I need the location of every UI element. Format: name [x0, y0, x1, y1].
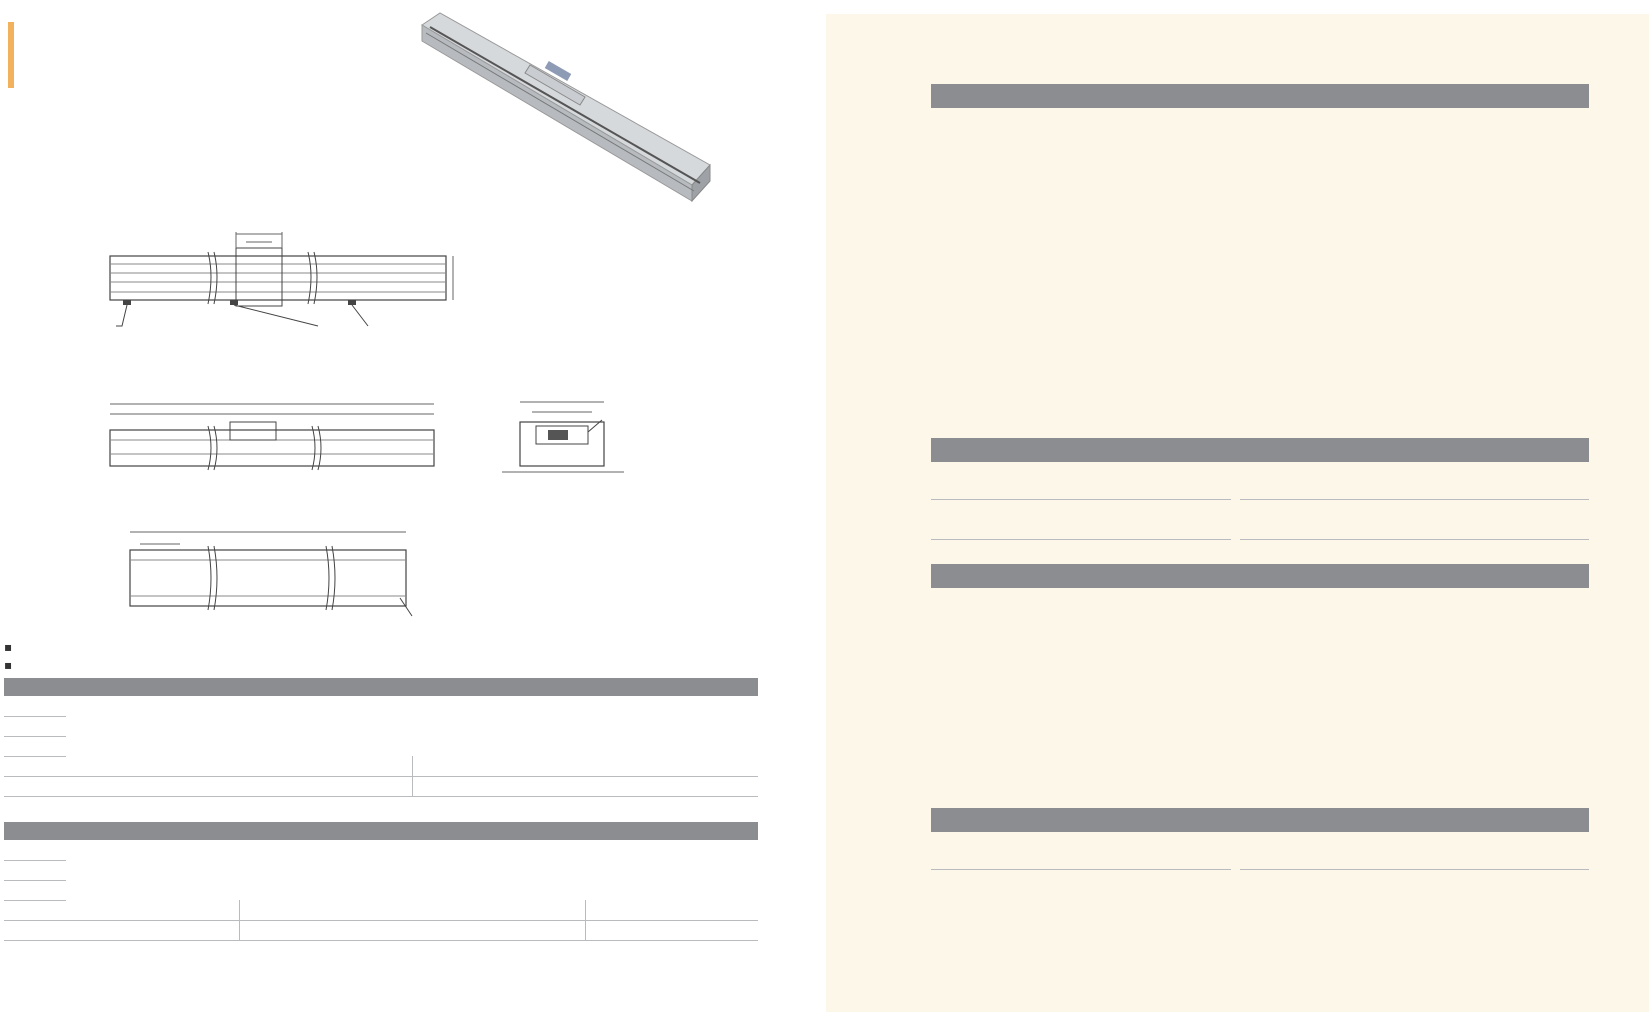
straightness-a [66, 776, 412, 796]
row-label-n [4, 860, 66, 880]
flatness-a [66, 756, 412, 776]
flatness-b [239, 900, 585, 920]
continuous-force-cell [931, 462, 1231, 500]
row-label-straightness [4, 776, 66, 796]
row-label-flatness [4, 756, 66, 776]
title-accent-bar [8, 22, 14, 88]
top-view-drawing [8, 218, 508, 343]
coil-weight-cell [931, 832, 1231, 870]
flatness-c [585, 900, 758, 920]
stroke-group-header [66, 822, 758, 840]
main-spec-header [931, 84, 1589, 108]
straightness-a [66, 920, 239, 940]
electrical-spec-header [931, 564, 1589, 588]
note-steel-band: ▪ [4, 658, 13, 672]
flatness-b [412, 756, 758, 776]
row-label-flatness [4, 900, 66, 920]
stroke-table-1 [4, 678, 758, 797]
row-label-l [4, 736, 66, 756]
flatness-a [66, 900, 239, 920]
row-label-k [4, 696, 66, 716]
left-column [0, 0, 760, 1012]
motor-performance-header [931, 438, 1589, 462]
note-standard-cover: ▪ [4, 640, 13, 654]
param-header [4, 822, 66, 840]
power-dissipation-cell [1240, 502, 1589, 540]
row-label-l [4, 880, 66, 900]
side-view-drawing [100, 392, 450, 477]
end-view-drawing [498, 392, 658, 487]
motor-constant-cell [931, 502, 1231, 540]
mechanical-spec-header [931, 808, 1589, 832]
row-label-n [4, 716, 66, 736]
electrical-cycle-length-cell [1240, 832, 1589, 870]
stroke-group-header [66, 678, 758, 696]
peak-force-cell [1240, 462, 1589, 500]
row-label-k [4, 840, 66, 860]
param-header [4, 678, 66, 696]
bottom-view-drawing [100, 520, 570, 625]
straightness-c [585, 920, 758, 940]
straightness-b [239, 920, 585, 940]
row-label-straightness [4, 920, 66, 940]
straightness-b [412, 776, 758, 796]
product-image [410, 5, 720, 215]
spec-panel [826, 14, 1649, 1012]
stroke-table-2 [4, 822, 758, 941]
